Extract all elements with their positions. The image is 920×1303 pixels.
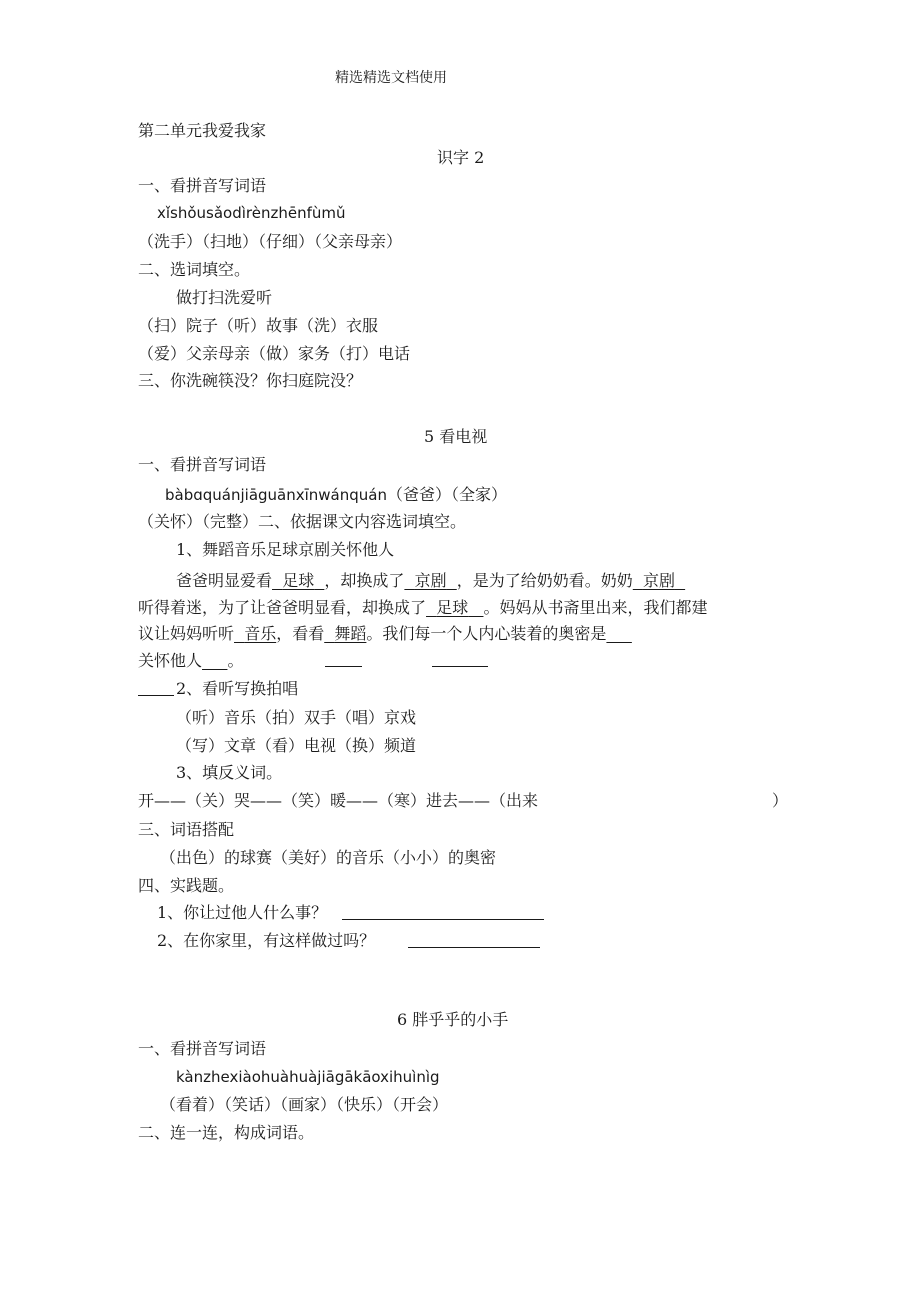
lesson-a-q1-pinyin: xǐshǒusǎodìrènzhēnfùmǔ [157,204,346,222]
lesson-b-q2-sub3: 3、填反义词。 [176,763,283,782]
answer-blank-line [342,919,544,920]
lesson-a-q3: 三、你洗碗筷没？你扫庭院没？ [138,371,363,390]
lesson-c-q1-pinyin: kànzhexiàohuàhuàjiāgākāoxihuìnìg [176,1068,440,1086]
lesson-c-title: 6 胖乎乎的小手 [397,1010,509,1029]
lesson-a-q1-heading: 一、看拼音写词语 [138,176,267,195]
lesson-b-q2-heading: 二、依据课文内容选词填空。 [258,512,467,531]
lesson-b-q1-answers: （爸爸）（全家） [386,485,507,504]
lesson-a-q2-words: 做打扫洗爱听 [176,288,273,307]
lesson-b-q2-sub2: 2、看听写换拍唱 [176,679,299,698]
lesson-a-title: 识字 2 [437,148,485,167]
filled-blank: 舞蹈 [334,624,367,643]
paragraph-text: 议让妈妈听听 [138,624,235,643]
answer-blank-line [325,666,362,667]
answer-blank-line [408,947,540,948]
filled-blank: 足球 [436,598,469,617]
lesson-b-q3-heading: 三、词语搭配 [138,820,235,839]
paragraph-text: ，是为了给奶奶看。奶奶 [456,571,633,590]
paragraph-text: 爸爸明显爱看 [176,571,273,590]
lesson-b-q4-heading: 四、实践题。 [138,876,235,895]
paragraph-text: 听得着迷，为了让爸爸明显看，却换成了 [138,598,427,617]
lesson-b-q4-2: 2、在你家里，有这样做过吗？ [157,931,376,950]
paragraph-text: 关怀他人 [138,651,203,670]
empty-blank [606,624,631,643]
lesson-a-q2-line1: （扫）院子（听）故事（洗）衣服 [138,316,379,335]
lesson-b-q3-line: （出色）的球赛（美好）的音乐（小小）的奥密 [160,848,497,867]
lesson-c-q1-heading: 一、看拼音写词语 [138,1039,267,1058]
lesson-b-q4-1: 1、你让过他人什么事？ [157,903,328,922]
lesson-b-q1-heading: 一、看拼音写词语 [138,455,267,474]
filled-blank: 京剧 [414,571,447,590]
paragraph-text: 。 [227,651,244,670]
paragraph-text: ，看看 [276,624,325,643]
lesson-c-q2-heading: 二、连一连，构成词语。 [138,1123,315,1142]
filled-blank: 音乐 [244,624,277,643]
paragraph-text: 。妈妈从书斋里出来，我们都建 [483,598,708,617]
lesson-b-q1-row [165,485,507,505]
lesson-b-q1-answers2: （关怀）（完整） [138,512,259,531]
paragraph-line-2 [138,598,707,618]
paragraph-text: ，却换成了 [324,571,405,590]
page-header: 精选精选文档使用 [335,70,447,86]
lesson-b-sub2-line2: （写）文章（看）电视（换）频道 [176,736,417,755]
filled-blank: 京剧 [642,571,675,590]
lesson-b-sub2-line1: （听）音乐（拍）双手（唱）京戏 [176,708,417,727]
lesson-a-q2-line2: （爱）父亲母亲（做）家务（打）电话 [138,344,411,363]
answer-blank-line [432,666,488,667]
paragraph-text: 。我们每一个人内心装着的奥密是 [366,624,607,643]
paragraph-line-1 [176,571,685,591]
filled-blank: 足球 [282,571,315,590]
paragraph-line-4 [138,651,243,671]
lesson-b-q1-answers2-row [138,512,466,532]
lesson-b-q1-pinyin: bàbɑquánjiāguānxīnwánquán [165,486,387,504]
lesson-b-title: 5 看电视 [424,427,488,446]
lesson-a-q1-answers: （洗手）（扫地）（仔细）（父亲母亲） [138,232,403,251]
lesson-b-q2-sub1: 1、舞蹈音乐足球京剧关怀他人 [176,540,395,559]
lesson-b-antonyms-close: ） [772,791,789,810]
lesson-c-q1-answers: （看着）（笑话）（画家）（快乐）（开会） [160,1095,449,1114]
unit-title: 第二单元我爱我家 [138,121,267,140]
empty-blank [202,651,227,670]
lesson-a-q2-heading: 二、选词填空。 [138,260,251,279]
lesson-b-antonyms: 开——（关）哭——（笑）暖——（寒）进去——（出来 [138,791,539,810]
paragraph-line-3 [138,624,632,644]
answer-blank-line [138,695,174,696]
